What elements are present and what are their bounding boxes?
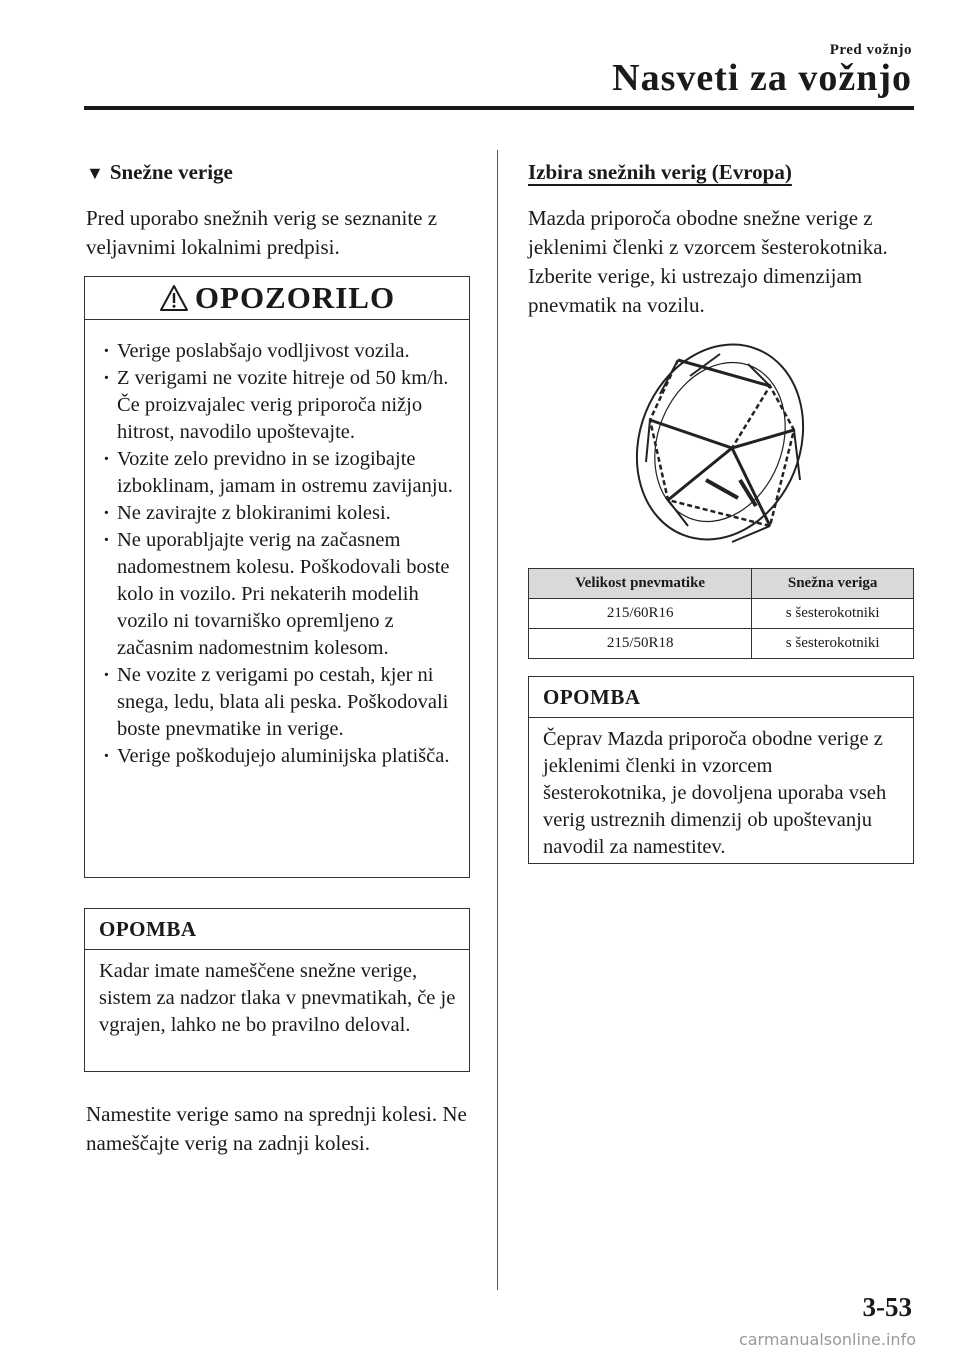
- table-cell: s šesterokotniki: [752, 629, 914, 659]
- warning-box: [84, 276, 470, 878]
- table-row: [529, 599, 914, 629]
- table-header-cell: Snežna veriga: [752, 569, 914, 599]
- table-cell: 215/60R16: [529, 599, 752, 629]
- snow-chain-tire-illustration: [620, 330, 820, 550]
- warning-item: · Ne zavirajte z blokiranimi kolesi.: [99, 500, 459, 527]
- europe-chains-text: Mazda priporoča obodne snežne verige z jeklenimi členki z vzorcem šesterokotnika. Izberite verige, ki ustrezajo dimenzijam pnevmatik na vozilu.: [528, 206, 888, 317]
- section-label: Pred vožnjo: [829, 42, 912, 58]
- note-header: [85, 909, 469, 950]
- warning-item: · Verige poškodujejo aluminijska platišča.: [99, 743, 459, 770]
- note-text: Čeprav Mazda priporoča obodne verige z jeklenimi členki in vzorcem šesterokotnika, je dovoljena uporaba vseh verig ustreznih dimenzij ob upoštevanju navodil za namestitev.: [543, 728, 887, 858]
- table-row: [529, 629, 914, 659]
- note-box: [84, 908, 470, 1072]
- snow-chains-intro: Pred uporabo snežnih verig se seznanite z veljavnimi lokalnimi predpisi.: [86, 206, 438, 259]
- table-header-cell: Velikost pnevmatike: [529, 569, 752, 599]
- page-title: Nasveti za vožnjo: [612, 57, 912, 99]
- table-header-row: [529, 569, 914, 599]
- header-rule: [84, 106, 914, 110]
- note-box-2: [528, 676, 914, 864]
- watermark: carmanualsonline.info: [738, 1330, 916, 1349]
- warning-triangle-icon: [159, 284, 189, 312]
- note-header: [529, 677, 913, 718]
- page-number: 3-53: [862, 1292, 912, 1322]
- warning-item: · Ne uporabljajte verig na začasnem nadomestnem kolesu. Poškodovali boste kolo in vozilo. Pri nekaterih modelih vozilo ni tovarniško opremljeno z začasnim nadomestnim kolesom.: [99, 527, 459, 662]
- column-divider: [497, 150, 498, 1290]
- triangle-down-icon: ▼: [86, 163, 104, 183]
- warning-item: · Z verigami ne vozite hitreje od 50 km/h. Če proizvajalec verig priporoča nižjo hitrost, navodilo upoštevajte.: [99, 365, 459, 446]
- warning-title: OPOZORILO: [194, 280, 396, 315]
- warning-list: [85, 320, 469, 770]
- warning-item: · Ne vozite z verigami po cestah, kjer ni snega, ledu, blata ali peska. Poškodovali boste pnevmatike in verige.: [99, 662, 459, 743]
- europe-chains-heading: Izbira snežnih verig (Evropa): [528, 160, 792, 184]
- table-cell: s šesterokotniki: [752, 599, 914, 629]
- warning-item: · Verige poslabšajo vodljivost vozila.: [99, 338, 459, 365]
- tire-size-table: [528, 568, 914, 659]
- warning-item: · Vozite zelo previdno in se izogibajte izboklinam, jamam in ostremu zavijanju.: [99, 446, 459, 500]
- note-title: OPOMBA: [99, 916, 197, 941]
- install-instructions: Namestite verige samo na sprednji kolesi. Ne nameščajte verig na zadnji kolesi.: [86, 1102, 467, 1155]
- note-title: OPOMBA: [543, 684, 641, 709]
- snow-chains-heading: ▼ Snežne verige: [86, 160, 233, 184]
- warning-header: [85, 277, 469, 320]
- table-cell: 215/50R18: [529, 629, 752, 659]
- note-text: Kadar imate nameščene snežne verige, sistem za nadzor tlaka v pnevmatikah, če je vgrajen, lahko ne bo pravilno deloval.: [99, 960, 456, 1036]
